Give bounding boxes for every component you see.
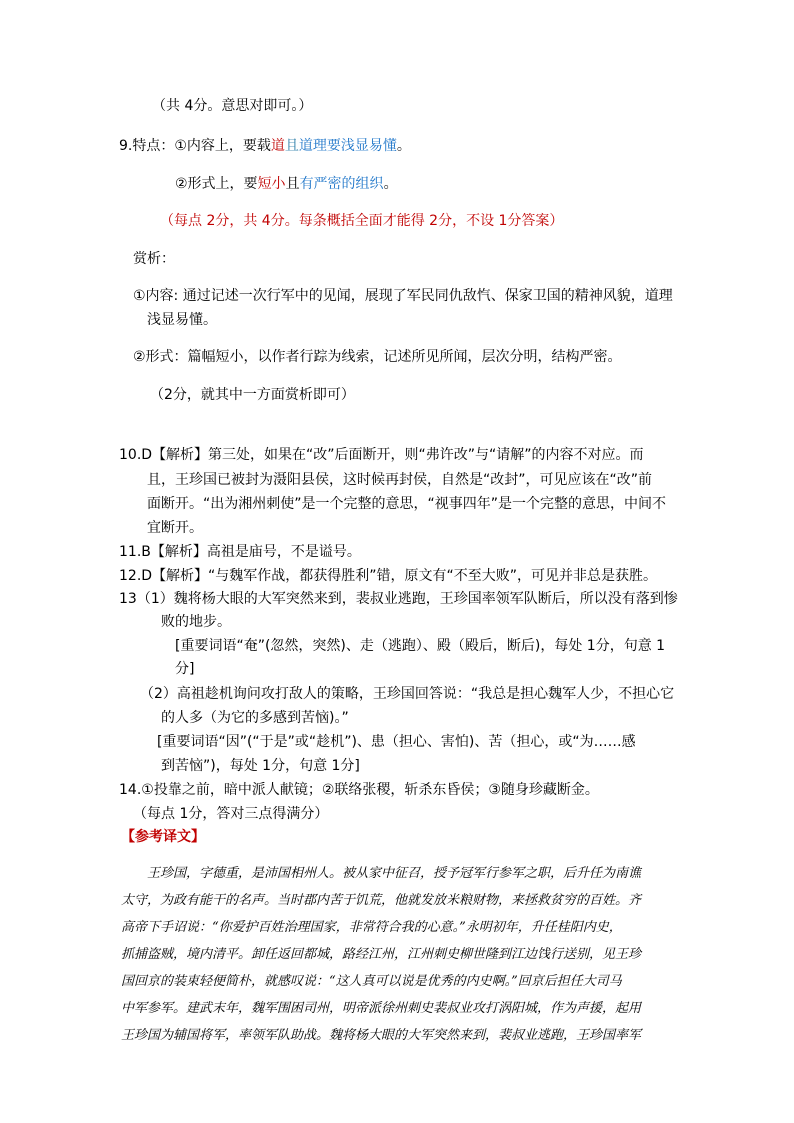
q9-scoring-b: 每条概括全面才能得 2分，不设 1分答案） — [298, 213, 564, 229]
q13-1-note1: [重要词语“奄”(忽然，突然)、走（逃跑）、殿（殿后，断后)，每处 1分，句意 1 — [175, 638, 666, 654]
q9-line1-qie: 且 — [284, 138, 299, 154]
q13-2-note1: [重要词语“因”(“于是”或“趁机”)、患（担心、害怕)、苦（担心，或“为……感 — [157, 734, 636, 750]
appreciation-item1-line1: ①内容: 通过记述一次行军中的见闻，展现了军民同仇敌忾、保家卫国的精神风貌，道理 — [133, 288, 673, 304]
q13-2-line1: （2）高祖趁机询问攻打敌人的策略，王珍国回答说：“我总是担心魏军人少，不担心它 — [140, 686, 675, 702]
translation-line: 王珍国为辅国将军，率领军队助战。魏将杨大眼的大军突然来到，裴叔业逃跑，王珍国率军 — [121, 1028, 642, 1043]
q9-line2-short: 短小 — [257, 176, 286, 192]
translation-line: 太守，为政有能干的名声。当时郡内苦于饥荒，他就发放米粮财物，来拯救贫穷的百姓。齐 — [121, 893, 642, 908]
q13-2-line2: 的人多（为它的多感到苦恼)。” — [161, 710, 349, 726]
q10-line3: 面断开。“出为湘州刺使”是一个完整的意思，“视事四年”是一个完整的意思，中间不 — [147, 496, 667, 512]
q12-answer: 12.D【解析】“与魏军作战，都获得胜利”错，原文有“不至大败”，可见并非总是获胜。 — [119, 568, 658, 584]
q9-line1-prefix: 9.特点：①内容上，要载 — [119, 138, 271, 154]
translation-line: 中军参军。建武末年，魏军围困司州，明帝派徐州刺史裴叔业攻打涡阳城，作为声援，起用 — [121, 1001, 642, 1016]
q14-line1: 14.①投靠之前，暗中派人献镜；②联络张稷，斩杀东昏侯；③随身珍藏断金。 — [119, 782, 599, 798]
q11-answer: 11.B【解析】高祖是庙号，不是谥号。 — [119, 544, 361, 560]
q9-line1-end: 。 — [396, 138, 411, 154]
q9-line2-key: 有严密的组织 — [299, 176, 384, 192]
q13-1-line2: 败的地步。 — [161, 614, 231, 630]
q10-line1: 10.D【解析】第三处，如果在“改”后面断开，则“弗许改”与“请解”的内容不对应。而 — [119, 447, 644, 463]
q14-line2: （每点 1分，答对三点得满分） — [133, 806, 329, 822]
appreciation-title: 赏析： — [133, 251, 175, 267]
q10-line2: 且，王珍国已被封为滠阳县侯，这时候再封侯，自然是“改封”，可见应该在“改”前 — [147, 472, 653, 488]
q9-line1-key: 道理要浅显易懂 — [298, 138, 397, 154]
q9-scoring — [160, 211, 563, 231]
q10-line4: 宜断开。 — [147, 520, 203, 536]
translation-heading: 【参考译文】 — [121, 829, 205, 845]
appreciation-item1-line2: 浅显易懂。 — [147, 312, 217, 328]
q9-line2 — [175, 174, 398, 194]
q13-1-note2: 分] — [175, 661, 195, 677]
q9-line2-end: 。 — [383, 176, 398, 192]
appreciation-note: （2分，就其中一方面赏析即可） — [150, 387, 355, 403]
q9-scoring-a: （每点 2分，共 4分。 — [160, 213, 299, 229]
q13-1-line1: 13（1）魏将杨大眼的大军突然来到，裴叔业逃跑，王珍国率领军队断后，所以没有落到惨 — [119, 591, 678, 607]
translation-line: 高帝下手诏说：“你爱护百姓治理国家，非常符合我的心意。”永明初年，升任桂阳内史， — [121, 920, 622, 935]
q9-line1 — [119, 136, 411, 156]
appreciation-item2: ②形式：篇幅短小，以作者行踪为线索，记述所见所闻，层次分明，结构严密。 — [133, 349, 622, 365]
translation-line: 抓捕盗贼，境内清平。卸任返回都城，路经江州，江州刺史柳世隆到江边饯行送别，见王珍 — [121, 947, 642, 962]
q9-line1-dao: 道 — [270, 138, 285, 154]
q9-line2-prefix: ②形式上，要 — [175, 176, 258, 192]
q9-line2-qie: 且 — [285, 176, 300, 192]
q13-2-note2: 到苦恼”)，每处 1分，句意 1分] — [161, 758, 360, 774]
top-note: （共 4分。意思对即可。） — [152, 98, 313, 114]
translation-line: 国回京的装束轻便简朴，就感叹说：“这人真可以说是优秀的内史啊。”回京后担任大司马 — [121, 974, 622, 989]
translation-line: 王珍国，字德重，是沛国相州人。被从家中征召，授予冠军行参军之职，后升任为南谯 — [147, 866, 642, 881]
